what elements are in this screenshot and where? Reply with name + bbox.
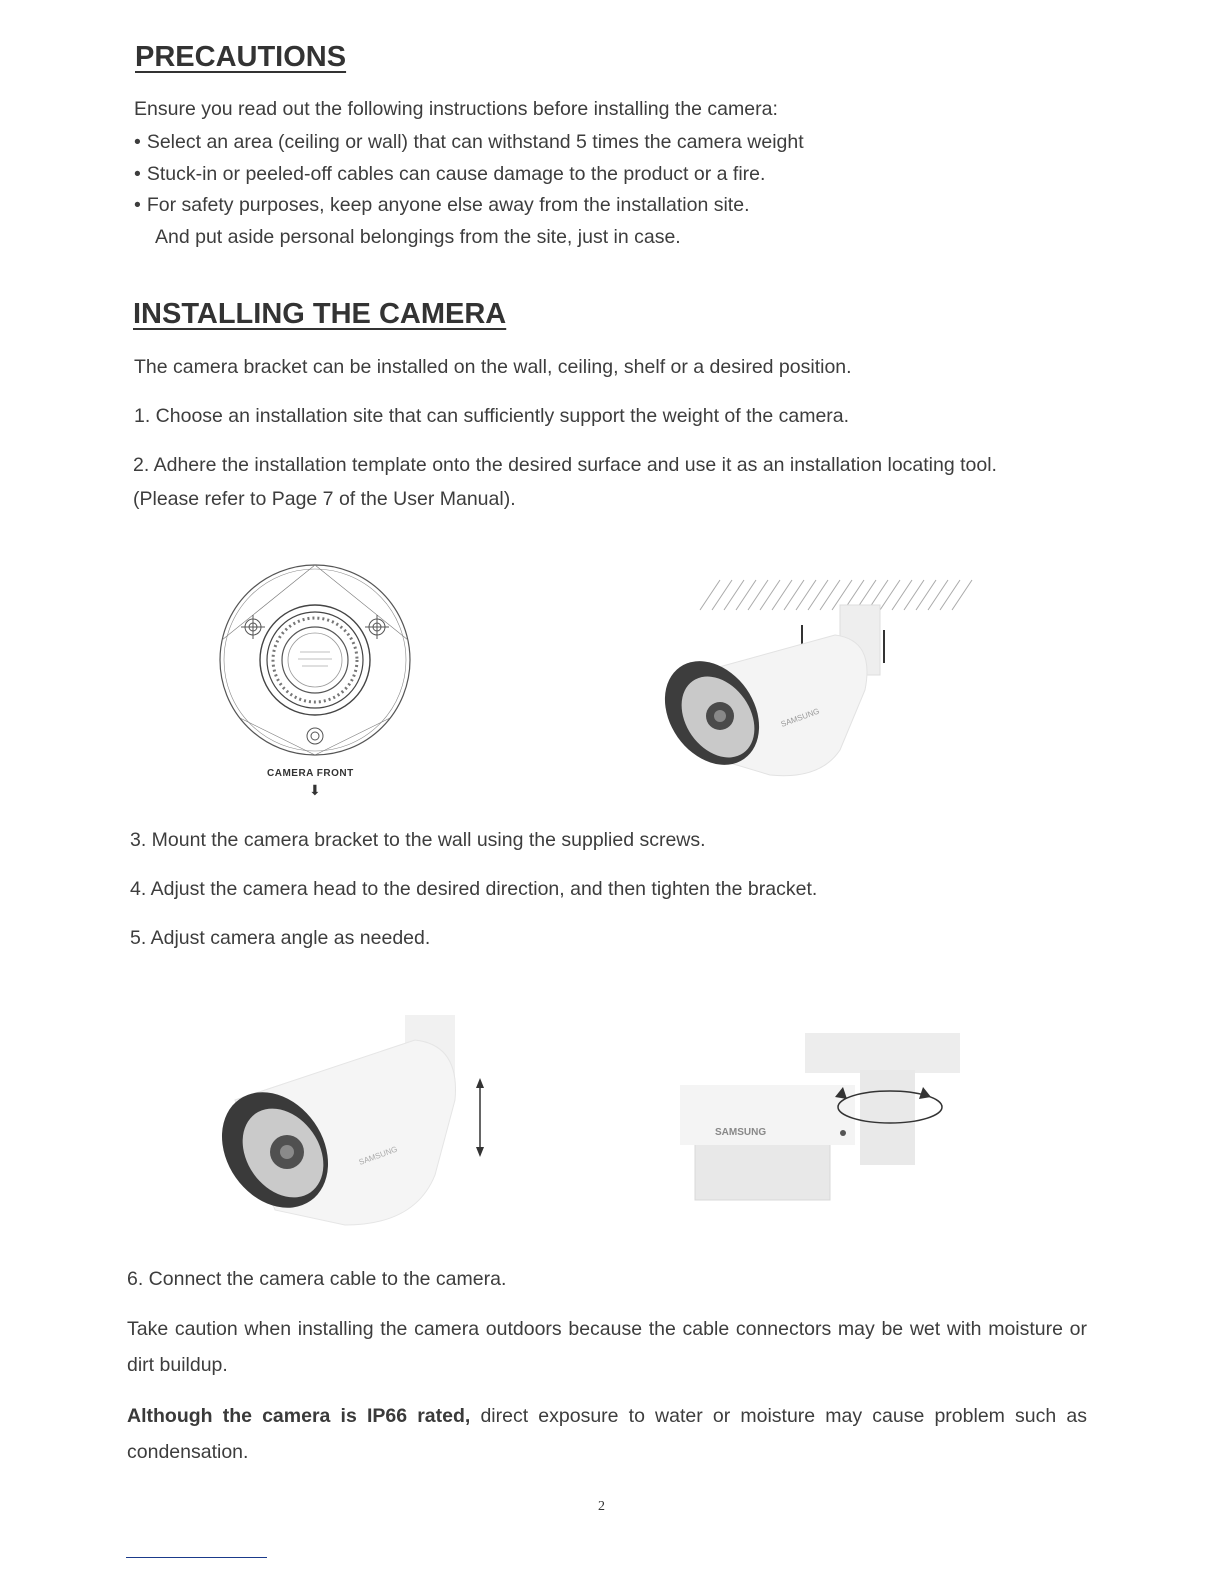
precaution-bullet-3-continuation: And put aside personal belongings from the site, just in case. xyxy=(155,226,681,248)
page-number: 2 xyxy=(598,1499,605,1514)
ip66-paragraph xyxy=(127,1398,1087,1470)
brand-label: SAMSUNG xyxy=(357,1144,399,1167)
step-4: 4. Adjust the camera head to the desired direction, and then tighten the bracket. xyxy=(130,878,818,900)
brand-label: SAMSUNG xyxy=(715,1127,767,1138)
installing-heading: INSTALLING THE CAMERA xyxy=(133,298,507,330)
step-2: 2. Adhere the installation template onto the desired surface and use it as an installation locating tool. xyxy=(133,454,997,476)
installation-template-figure xyxy=(210,560,420,800)
arrow-down-icon: ⬇ xyxy=(309,782,321,798)
brand-label: SAMSUNG xyxy=(779,706,821,729)
installing-intro: The camera bracket can be installed on the wall, ceiling, shelf or a desired position. xyxy=(134,356,852,378)
ip66-rest-text: direct exposure to water or moisture may cause problem such as condensation. xyxy=(127,1405,1087,1463)
precaution-bullet-1: • Select an area (ceiling or wall) that can withstand 5 times the camera weight xyxy=(134,131,804,153)
ip66-bold-text: Although the camera is IP66 rated, xyxy=(127,1405,471,1427)
camera-angle-figure xyxy=(215,1000,505,1235)
precautions-heading: PRECAUTIONS xyxy=(135,41,347,73)
precautions-intro: Ensure you read out the following instructions before installing the camera: xyxy=(134,98,778,120)
step-2-reference: (Please refer to Page 7 of the User Manual). xyxy=(133,488,516,510)
ceiling-mounted-camera-figure xyxy=(650,575,990,790)
step-1: 1. Choose an installation site that can sufficiently support the weight of the camera. xyxy=(134,405,850,427)
step-6: 6. Connect the camera cable to the camera. xyxy=(127,1268,507,1290)
caution-paragraph: Take caution when installing the camera outdoors because the cable connectors may be wet with moisture or dirt buildup. xyxy=(127,1318,1087,1376)
step-3: 3. Mount the camera bracket to the wall using the supplied screws. xyxy=(130,829,706,851)
step-5: 5. Adjust camera angle as needed. xyxy=(130,927,431,949)
footnote-rule xyxy=(126,1557,267,1558)
camera-front-caption: CAMERA FRONT xyxy=(267,768,354,779)
camera-rotation-figure xyxy=(675,1025,975,1210)
precaution-bullet-3: • For safety purposes, keep anyone else away from the installation site. xyxy=(134,194,749,216)
precaution-bullet-2: • Stuck-in or peeled-off cables can cause damage to the product or a fire. xyxy=(134,163,765,185)
